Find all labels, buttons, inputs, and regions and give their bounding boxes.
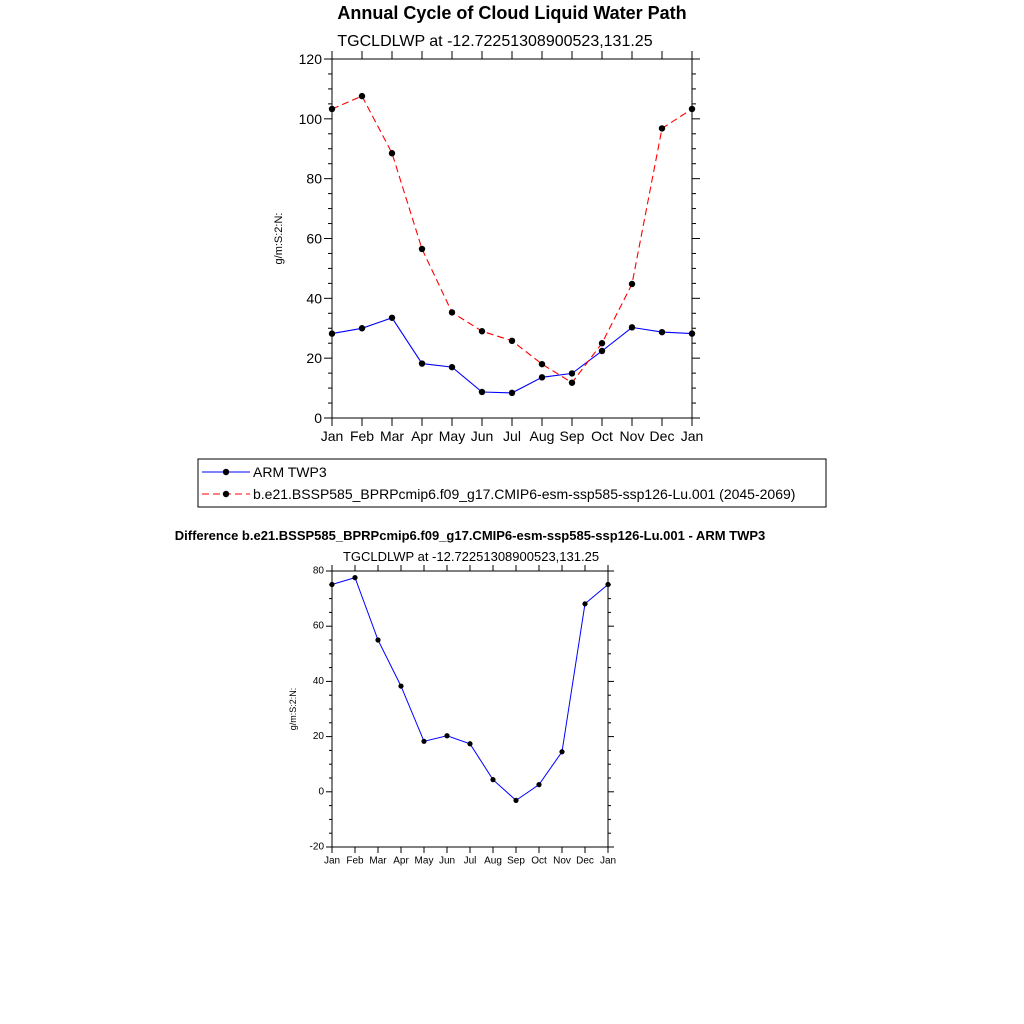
legend-marker-1 [223,491,229,497]
legend-label-0: ARM TWP3 [253,464,327,480]
panel1-xtick-label: Mar [379,428,405,444]
panel2-series-0-point [559,749,564,754]
panel1-series-0-point [659,329,665,335]
panel2-xtick-label: May [414,855,434,867]
panel2-xtick-label: Dec [576,855,594,867]
panel1-series-0-point [629,324,635,330]
panel2-xtick-label: Jan [599,855,617,867]
panel1-ytick-label: 60 [306,230,322,247]
panel2-series-0-point [467,741,472,746]
legend-label-1: b.e21.BSSP585_BPRPcmip6.f09_g17.CMIP6-esm-ssp585-ssp126-Lu.001 (2045-2069) [253,486,796,502]
panel2-plot-frame [332,571,608,847]
panel2-xtick-label: Feb [346,855,364,867]
panel1-series-1-point [359,93,365,99]
panel1-subtitle: TGCLDLWP at -12.72251308900523,131.25 [337,33,653,50]
panel1-series-1-point [569,379,575,385]
panel2-ytick-label: -20 [309,841,324,853]
panel1-series-1-point [659,125,665,131]
panel1-xtick-label: Feb [349,428,375,444]
panel1-ytick-label: 100 [298,110,322,127]
panel2-series-0-point [375,637,380,642]
panel1-series-0-point [329,330,335,336]
panel1-series-0-point [449,364,455,370]
panel2-series-0-point [444,733,449,738]
panel2-ytick-label: 0 [318,786,324,798]
panel2-xtick-label: Mar [369,855,387,867]
panel1-series-0-line [332,318,692,393]
figure-title: Annual Cycle of Cloud Liquid Water Path [337,3,687,23]
panel1-series-0-point [419,360,425,366]
panel1-xtick-label: Jun [470,428,494,444]
panel2-plot [288,565,616,867]
panel1-xtick-label: Jan [680,428,704,444]
legend-box [198,459,826,507]
panel2-series-0-point [398,683,403,688]
panel2-xtick-label: Sep [507,855,525,867]
panel1-series-1-point [599,340,605,346]
panel2-ytick-label: 80 [312,565,324,577]
panel1-ytick-label: 80 [306,170,322,187]
panel1-xtick-label: Sep [559,428,585,444]
panel1-plot-frame [332,59,692,418]
panel2-xtick-label: Nov [553,855,571,867]
panel2-series-0-point [329,582,334,587]
panel1-series-1-point [419,246,425,252]
panel1-xtick-label: Nov [619,428,645,444]
panel1-xtick-label: Jan [320,428,344,444]
panel1-ytick-label: 120 [298,51,322,67]
panel2-xtick-label: Apr [393,855,409,867]
panel1-series-0-point [389,315,395,321]
panel1-series-1-point [509,338,515,344]
panel1-plot [273,51,703,444]
panel1-ytick-label: 0 [314,410,322,426]
panel2-xtick-label: Jul [463,855,477,867]
panel2-series-0-point [352,575,357,580]
panel2-y-axis-title: g/m:S:2:N: [288,687,298,731]
panel1-series-0-point [569,370,575,376]
panel2-xtick-label: Aug [484,855,502,867]
panel2-xtick-label: Oct [531,855,547,867]
panel2-subtitle: TGCLDLWP at -12.72251308900523,131.25 [342,549,600,564]
panel2-series-0-point [536,782,541,787]
panel1-series-0-point [509,390,515,396]
panel1-xtick-label: Oct [591,428,613,444]
panel1-xtick-label: Apr [411,428,433,444]
panel1-series-1-point [389,150,395,156]
panel1-series-1-point [629,281,635,287]
difference-title: Difference b.e21.BSSP585_BPRPcmip6.f09_g17.CMIP6-esm-ssp585-ssp126-Lu.001 - ARM TWP3 [174,528,766,543]
panel2-series-0-point [582,601,587,606]
panel2-ytick-label: 60 [312,620,324,632]
panel1-series-0-point [539,374,545,380]
legend-marker-0 [223,469,229,475]
panel1-xtick-label: May [438,428,466,444]
panel1-xtick-label: Aug [529,428,555,444]
panel2-series-0-point [513,798,518,803]
panel1-series-0-point [359,325,365,331]
panel1-xtick-label: Jul [503,428,521,444]
panel1-series-0-point [689,330,695,336]
panel1-series-0-point [599,348,605,354]
panel1-series-1-point [329,106,335,112]
panel1-series-1-point [449,309,455,315]
panel2-ytick-label: 40 [312,675,324,687]
panel1-y-axis-title: g/m:S:2:N: [273,212,285,265]
panel2-xtick-label: Jun [438,855,456,867]
panel2-series-0-line [332,578,608,801]
panel1-series-1-point [539,361,545,367]
panel1-series-0-point [479,389,485,395]
panel2-xtick-label: Jan [323,855,341,867]
panel2-series-0-point [421,739,426,744]
panel1-series-1-point [479,328,485,334]
panel2-series-0-point [605,582,610,587]
panel1-ytick-label: 40 [306,290,322,307]
panel1-ytick-label: 20 [306,350,322,367]
panel1-xtick-label: Dec [649,428,675,444]
panel2-series-0-point [490,777,495,782]
panel1-series-1-point [689,106,695,112]
panel2-ytick-label: 20 [312,731,324,743]
